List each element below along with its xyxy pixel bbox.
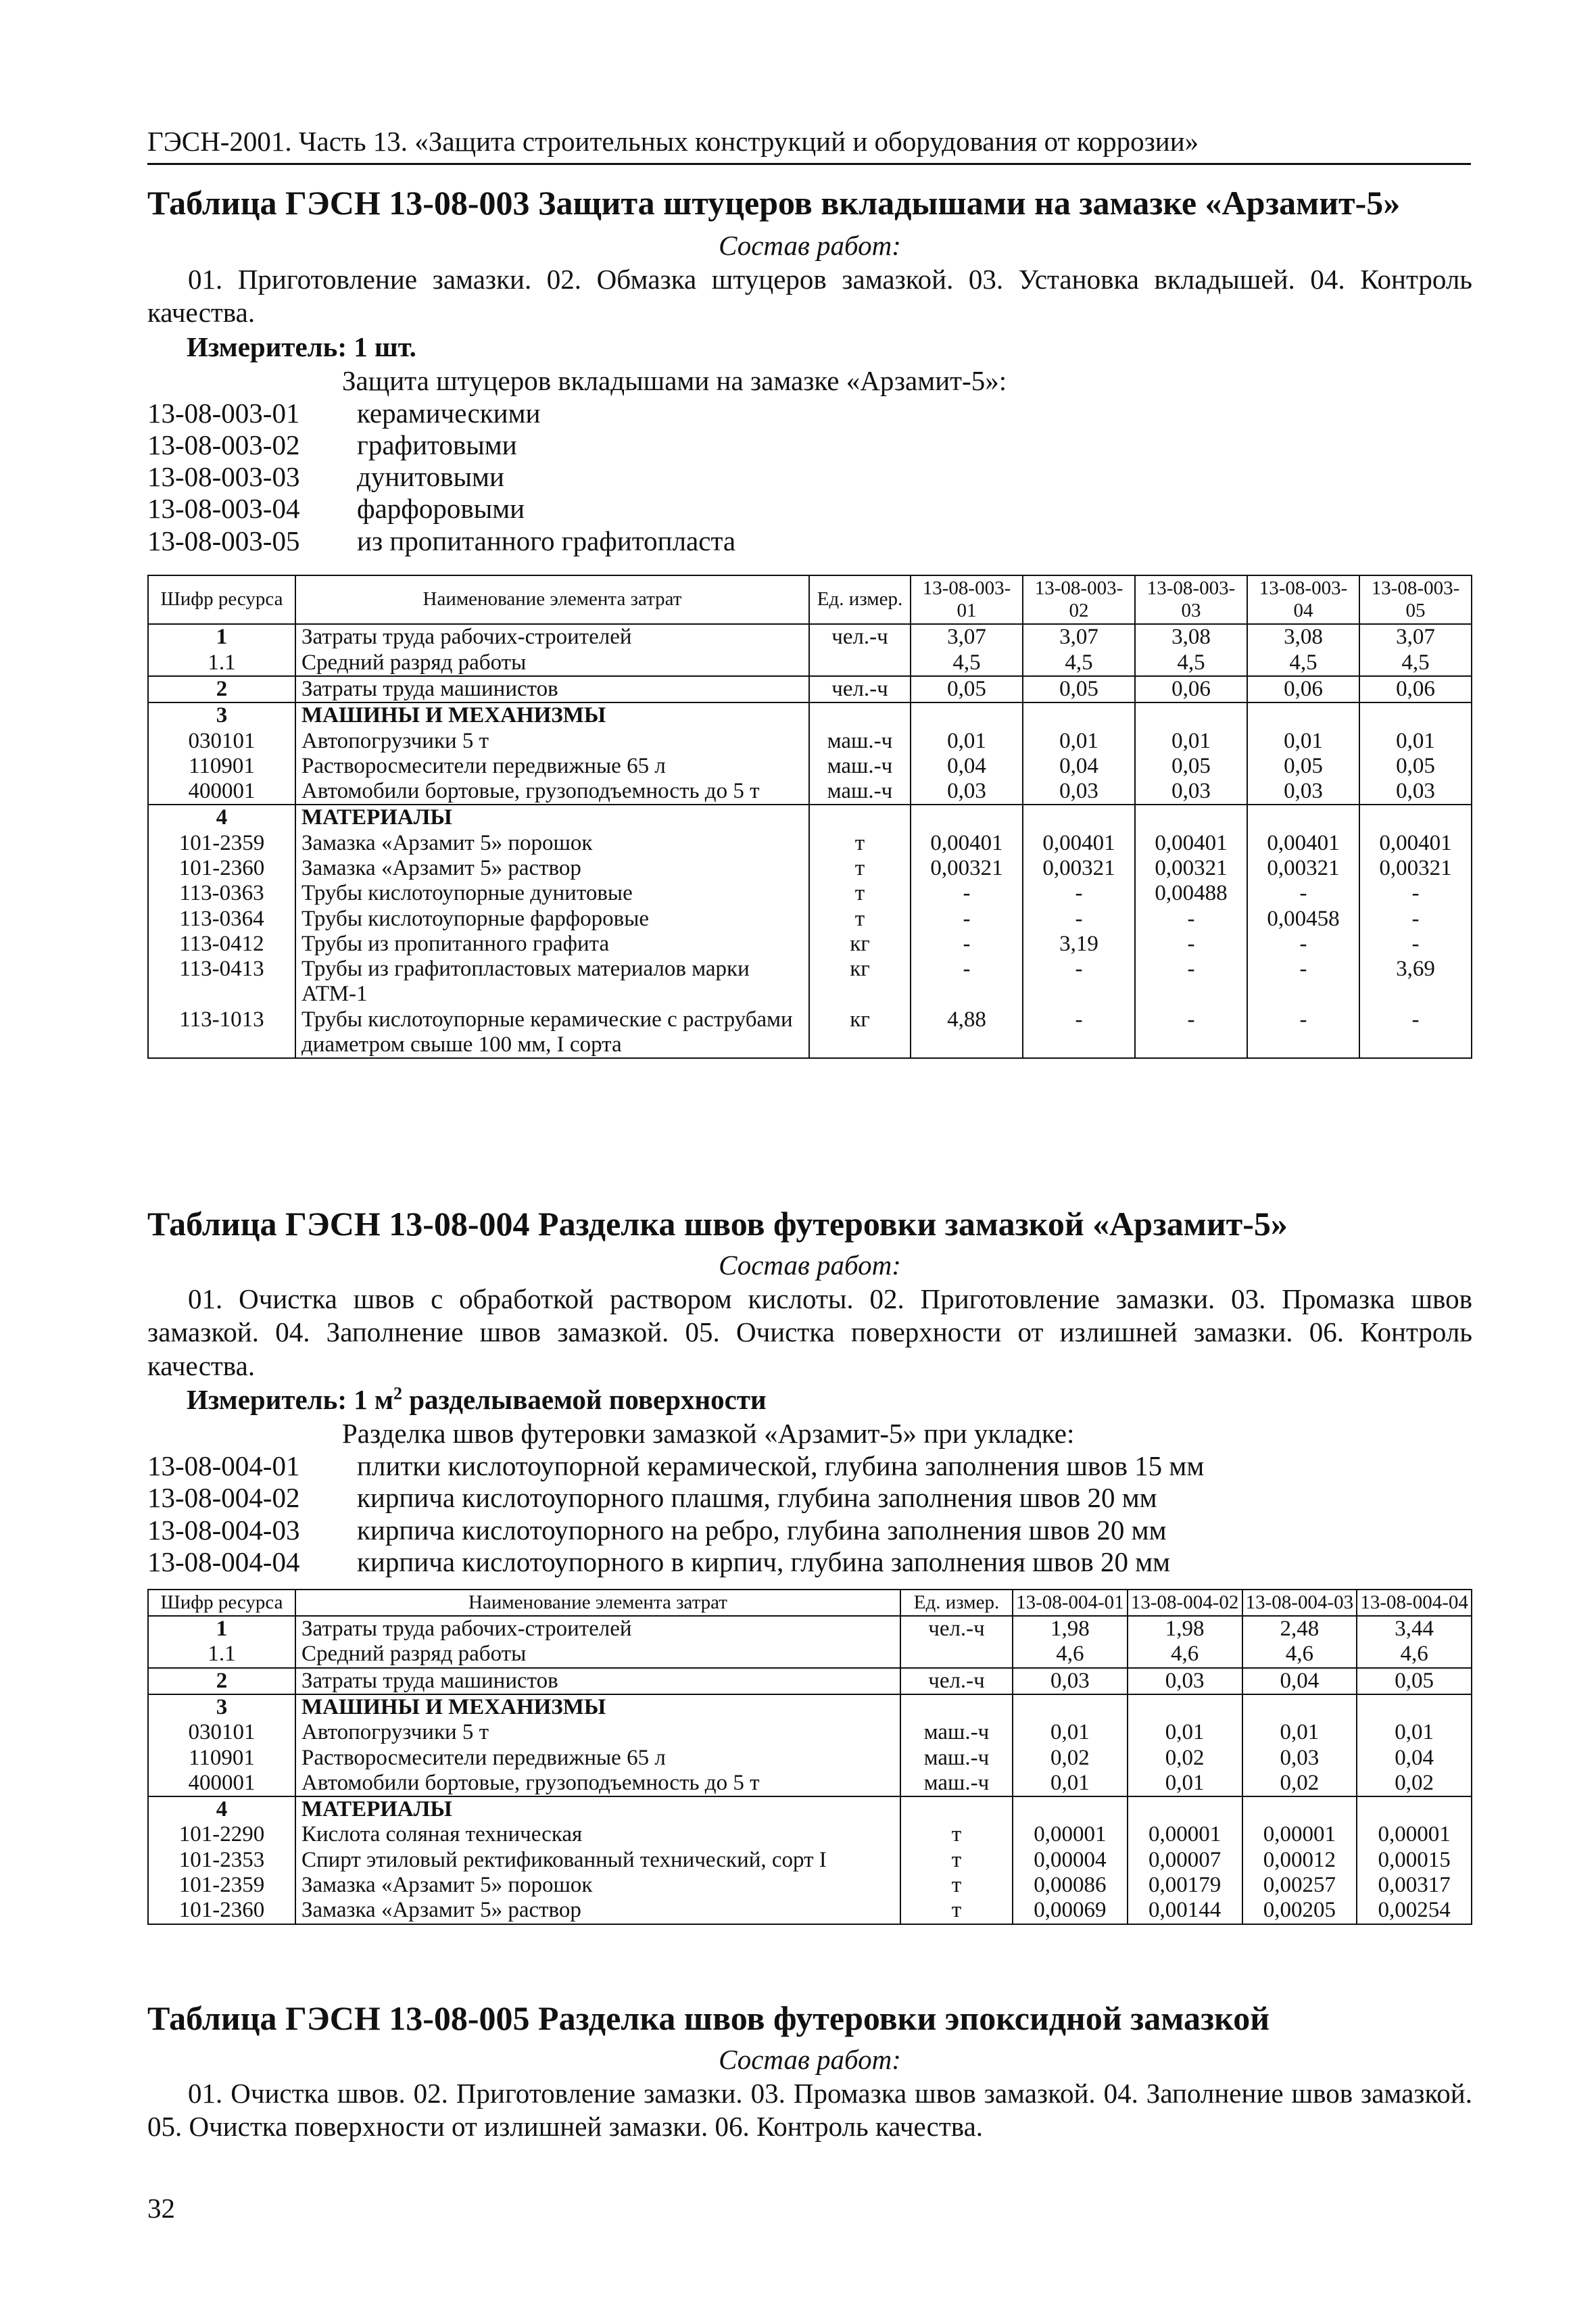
- cell-value: 4,5: [1247, 650, 1359, 676]
- cell-code: 113-0412: [148, 932, 295, 957]
- cell-unit: т: [900, 1848, 1013, 1873]
- cell-value: 0,00488: [1135, 881, 1247, 906]
- cell-value: 0,00015: [1357, 1848, 1472, 1873]
- cell-name: Растворосмесители передвижные 65 л: [295, 1746, 900, 1771]
- variant-item: [147, 398, 735, 429]
- cell-value: 0,04: [1023, 754, 1135, 779]
- work-composition-text: 01. Приготовление замазки. 02. Обмазка штуцеров замазкой. 03. Установка вкладышей. 04. Контроль качества.: [147, 264, 1472, 329]
- table-row: [148, 1822, 1472, 1847]
- cell-unit: [900, 1694, 1013, 1720]
- col-header-name: Наименование элемента затрат: [295, 575, 809, 625]
- table-row: [148, 779, 1472, 805]
- cell-code: 2: [148, 676, 295, 702]
- variant-item: [147, 1450, 1204, 1482]
- cell-unit: кг: [809, 957, 911, 1007]
- table-title: Таблица ГЭСН 13-08-004 Разделка швов футеровки замазкой «Арзамит-5»: [147, 1205, 1288, 1243]
- cell-code: 101-2360: [148, 856, 295, 881]
- table-row: [148, 1746, 1472, 1771]
- cell-value: [911, 805, 1023, 830]
- cell-unit: маш.-ч: [900, 1720, 1013, 1745]
- cell-unit: маш.-ч: [809, 779, 911, 805]
- cell-value: -: [1359, 1007, 1472, 1059]
- cell-value: 3,44: [1357, 1616, 1472, 1642]
- cell-name: Автомобили бортовые, грузоподъемность до 5 т: [295, 779, 809, 805]
- section-13-08-003: [147, 183, 1472, 1059]
- variant-code: 13-08-003-04: [147, 493, 300, 525]
- cell-value: 0,02: [1013, 1746, 1128, 1771]
- cell-value: -: [1135, 907, 1247, 932]
- variants-caption: Защита штуцеров вкладышами на замазке «Арзамит-5»:: [342, 364, 1007, 396]
- cell-value: 0,05: [1247, 754, 1359, 779]
- table-row: [148, 1873, 1472, 1898]
- variant-item: [147, 461, 735, 493]
- cell-value: 0,01: [1359, 729, 1472, 754]
- cell-value: 0,01: [1013, 1720, 1128, 1745]
- col-header-variant: 13-08-003-03: [1135, 575, 1247, 625]
- cell-unit: [809, 650, 911, 676]
- col-header-name: Наименование элемента затрат: [295, 1590, 900, 1616]
- cell-value: [1247, 702, 1359, 728]
- cell-name: Средний разряд работы: [295, 650, 809, 676]
- col-header-code: Шифр ресурса: [148, 1590, 295, 1616]
- cell-value: 0,04: [1242, 1668, 1357, 1694]
- cell-value: -: [911, 932, 1023, 957]
- variant-text: из пропитанного графитопласта: [357, 525, 736, 556]
- cell-value: 0,00401: [1023, 831, 1135, 856]
- table-row: [148, 1668, 1472, 1694]
- cell-value: [1135, 702, 1247, 728]
- table-row: [148, 1642, 1472, 1667]
- cell-name: Автомобили бортовые, грузоподъемность до 5 т: [295, 1771, 900, 1796]
- norms-table: [147, 1589, 1472, 1925]
- cell-value: 4,6: [1357, 1642, 1472, 1667]
- cell-value: 0,01: [1357, 1720, 1472, 1745]
- cell-name: Замазка «Арзамит 5» раствор: [295, 1898, 900, 1924]
- cell-value: 3,07: [1023, 624, 1135, 650]
- page-number: 32: [147, 2193, 175, 2224]
- col-header-code: Шифр ресурса: [148, 575, 295, 625]
- table-row: [148, 1796, 1472, 1822]
- variant-item: [147, 1546, 1204, 1578]
- cell-value: 3,08: [1247, 624, 1359, 650]
- variant-text: керамическими: [357, 398, 541, 429]
- cell-value: -: [1135, 932, 1247, 957]
- cell-value: 0,00001: [1242, 1822, 1357, 1847]
- cell-value: 0,01: [1135, 729, 1247, 754]
- cell-value: 0,01: [1023, 729, 1135, 754]
- cell-value: 0,00254: [1357, 1898, 1472, 1924]
- cell-unit: т: [809, 831, 911, 856]
- measure-unit: Измеритель: 1 шт.: [187, 331, 416, 362]
- cell-name: Трубы кислотоупорные керамические с раструбами диаметром свыше 100 мм, I сорта: [295, 1007, 809, 1059]
- cell-name: Автопогрузчики 5 т: [295, 1720, 900, 1745]
- cell-value: 4,88: [911, 1007, 1023, 1059]
- cell-value: 0,03: [1359, 779, 1472, 805]
- cell-value: 0,00257: [1242, 1873, 1357, 1898]
- variant-text: плитки кислотоупорной керамической, глубина заполнения швов 15 мм: [357, 1450, 1205, 1482]
- cell-value: -: [1359, 932, 1472, 957]
- cell-value: 4,6: [1128, 1642, 1242, 1667]
- cell-value: 4,5: [1135, 650, 1247, 676]
- cell-unit: т: [809, 881, 911, 906]
- cell-code: 1.1: [148, 1642, 295, 1667]
- measure-text: Измеритель: 1 м: [187, 1383, 393, 1415]
- cell-value: -: [1359, 907, 1472, 932]
- cell-name: Замазка «Арзамит 5» раствор: [295, 856, 809, 881]
- cell-unit: маш.-ч: [900, 1746, 1013, 1771]
- cell-name: Трубы из графитопластовых материалов марки АТМ-1: [295, 957, 809, 1007]
- cell-value: [1242, 1796, 1357, 1822]
- cell-code: 101-2290: [148, 1822, 295, 1847]
- cell-name: Трубы кислотоупорные фарфоровые: [295, 907, 809, 932]
- cell-unit: т: [809, 856, 911, 881]
- variants-list: [147, 1450, 1204, 1578]
- variant-item: [147, 1482, 1204, 1514]
- cell-name: Затраты труда рабочих-строителей: [295, 1616, 900, 1642]
- variant-item: [147, 1514, 1204, 1546]
- cell-value: -: [1247, 957, 1359, 1007]
- cell-name: Автопогрузчики 5 т: [295, 729, 809, 754]
- cell-value: 4,5: [1023, 650, 1135, 676]
- cell-value: 0,00321: [1359, 856, 1472, 881]
- cell-code: 1: [148, 624, 295, 650]
- cell-name: Замазка «Арзамит 5» порошок: [295, 1873, 900, 1898]
- table-row: [148, 856, 1472, 881]
- cell-value: [1357, 1694, 1472, 1720]
- cell-value: 0,00001: [1013, 1822, 1128, 1847]
- table-row: [148, 650, 1472, 676]
- cell-value: -: [1247, 881, 1359, 906]
- cell-value: 0,01: [1128, 1720, 1242, 1745]
- table-row: [148, 957, 1472, 1007]
- table-row: [148, 907, 1472, 932]
- cell-value: 0,06: [1135, 676, 1247, 702]
- table-row: [148, 1848, 1472, 1873]
- cell-value: -: [1359, 881, 1472, 906]
- cell-value: 0,03: [1135, 779, 1247, 805]
- cell-value: [1242, 1694, 1357, 1720]
- cell-value: 1,98: [1013, 1616, 1128, 1642]
- cell-value: 0,00458: [1247, 907, 1359, 932]
- cell-value: -: [1247, 932, 1359, 957]
- cell-value: 0,00205: [1242, 1898, 1357, 1924]
- variant-code: 13-08-003-05: [147, 525, 300, 556]
- cell-value: 0,01: [1242, 1720, 1357, 1745]
- cell-value: 0,05: [1357, 1668, 1472, 1694]
- col-header-variant: 13-08-004-02: [1128, 1590, 1242, 1616]
- variant-code: 13-08-003-02: [147, 429, 300, 461]
- variant-code: 13-08-004-01: [147, 1450, 300, 1482]
- table-row: [148, 1694, 1472, 1720]
- cell-value: 0,00007: [1128, 1848, 1242, 1873]
- cell-code: 110901: [148, 1746, 295, 1771]
- col-header-variant: 13-08-003-01: [911, 575, 1023, 625]
- cell-name: Затраты труда машинистов: [295, 1668, 900, 1694]
- cell-value: 0,00321: [1023, 856, 1135, 881]
- cell-value: 0,01: [911, 729, 1023, 754]
- cell-value: 0,00086: [1013, 1873, 1128, 1898]
- cell-value: [1357, 1796, 1472, 1822]
- variant-item: [147, 525, 735, 557]
- cell-unit: т: [900, 1873, 1013, 1898]
- cell-value: 0,04: [1357, 1746, 1472, 1771]
- cell-name: Трубы из пропитанного графита: [295, 932, 809, 957]
- cell-value: -: [911, 907, 1023, 932]
- cell-value: 0,03: [1023, 779, 1135, 805]
- cell-value: [1023, 805, 1135, 830]
- cell-value: 0,00001: [1128, 1822, 1242, 1847]
- table-row: [148, 881, 1472, 906]
- work-composition-text: 01. Очистка швов. 02. Приготовление замазки. 03. Промазка швов замазкой. 04. Заполнение швов замазкой. 05. Очистка поверхности от излишней замазки. 06. Контроль качества.: [147, 2078, 1472, 2143]
- table-row: [148, 1007, 1472, 1059]
- cell-code: 113-0363: [148, 881, 295, 906]
- cell-value: 0,03: [1128, 1668, 1242, 1694]
- table-row: [148, 702, 1472, 728]
- table-title: Таблица ГЭСН 13-08-005 Разделка швов футеровки эпоксидной замазкой: [147, 1999, 1270, 2037]
- variant-code: 13-08-004-03: [147, 1514, 300, 1546]
- cell-value: -: [1023, 1007, 1135, 1059]
- cell-value: 0,01: [1013, 1771, 1128, 1796]
- cell-unit: маш.-ч: [809, 729, 911, 754]
- variants-caption: Разделка швов футеровки замазкой «Арзамит-5» при укладке:: [342, 1418, 1075, 1450]
- cell-value: 0,00321: [1135, 856, 1247, 881]
- cell-value: [1359, 805, 1472, 830]
- variant-text: графитовыми: [357, 429, 517, 461]
- cell-value: 0,00179: [1128, 1873, 1242, 1898]
- col-header-variant: 13-08-003-05: [1359, 575, 1472, 625]
- cell-value: -: [1023, 957, 1135, 1007]
- cell-code: 4: [148, 1796, 295, 1822]
- table-row: [148, 1898, 1472, 1924]
- cell-unit: кг: [809, 932, 911, 957]
- cell-value: 0,00004: [1013, 1848, 1128, 1873]
- cell-value: 0,00012: [1242, 1848, 1357, 1873]
- cell-value: 4,5: [1359, 650, 1472, 676]
- cell-unit: чел.-ч: [809, 624, 911, 650]
- cell-code: 3: [148, 1694, 295, 1720]
- cell-value: 0,00401: [1359, 831, 1472, 856]
- cell-name: МАШИНЫ И МЕХАНИЗМЫ: [295, 1694, 900, 1720]
- cell-code: 1.1: [148, 650, 295, 676]
- cell-value: 0,01: [1128, 1771, 1242, 1796]
- cell-unit: [809, 805, 911, 830]
- cell-unit: т: [900, 1898, 1013, 1924]
- measure-unit: [147, 1383, 1472, 1417]
- cell-unit: [900, 1796, 1013, 1822]
- variant-code: 13-08-004-04: [147, 1546, 300, 1577]
- variant-text: фарфоровыми: [357, 493, 525, 525]
- table-row: [148, 1616, 1472, 1642]
- variant-text: кирпича кислотоупорного плашмя, глубина заполнения швов 20 мм: [357, 1482, 1157, 1514]
- cell-value: 0,03: [1013, 1668, 1128, 1694]
- work-composition-label: Состав работ:: [719, 1249, 901, 1281]
- cell-code: 400001: [148, 1771, 295, 1796]
- cell-unit: чел.-ч: [900, 1616, 1013, 1642]
- cell-code: 101-2359: [148, 831, 295, 856]
- cell-value: 3,19: [1023, 932, 1135, 957]
- cell-value: 0,01: [1247, 729, 1359, 754]
- work-composition-label: Состав работ:: [719, 2044, 901, 2075]
- cell-code: 101-2360: [148, 1898, 295, 1924]
- section-13-08-005: [147, 1998, 1472, 2144]
- cell-value: 0,03: [1242, 1746, 1357, 1771]
- cell-value: 0,00321: [1247, 856, 1359, 881]
- cell-value: [1013, 1694, 1128, 1720]
- cell-value: 0,02: [1357, 1771, 1472, 1796]
- cell-value: 0,05: [1359, 754, 1472, 779]
- table-row: [148, 729, 1472, 754]
- variant-code: 13-08-004-02: [147, 1482, 300, 1514]
- cell-value: 2,48: [1242, 1616, 1357, 1642]
- cell-value: [1128, 1796, 1242, 1822]
- cell-code: 1: [148, 1616, 295, 1642]
- table-row: [148, 932, 1472, 957]
- table-row: [148, 676, 1472, 702]
- cell-value: 0,00401: [1247, 831, 1359, 856]
- col-header-variant: 13-08-003-04: [1247, 575, 1359, 625]
- table-row: [148, 1771, 1472, 1796]
- work-composition-label: Состав работ:: [719, 230, 901, 261]
- cell-value: 0,06: [1247, 676, 1359, 702]
- cell-code: 030101: [148, 1720, 295, 1745]
- cell-unit: т: [900, 1822, 1013, 1847]
- cell-value: [911, 702, 1023, 728]
- cell-value: 0,00401: [1135, 831, 1247, 856]
- col-header-unit: Ед. измер.: [809, 575, 911, 625]
- cell-name: МАТЕРИАЛЫ: [295, 805, 809, 830]
- cell-value: 0,03: [1247, 779, 1359, 805]
- cell-code: 030101: [148, 729, 295, 754]
- cell-value: -: [911, 881, 1023, 906]
- cell-value: 0,00001: [1357, 1822, 1472, 1847]
- cell-value: 4,6: [1242, 1642, 1357, 1667]
- cell-name: Спирт этиловый ректификованный технический, сорт I: [295, 1848, 900, 1873]
- cell-unit: т: [809, 907, 911, 932]
- table-title: Таблица ГЭСН 13-08-003 Защита штуцеров вкладышами на замазке «Арзамит-5»: [147, 184, 1401, 222]
- cell-value: [1359, 702, 1472, 728]
- running-header: ГЭСН-2001. Часть 13. «Защита строительных конструкций и оборудования от коррозии»: [147, 126, 1471, 165]
- cell-value: 0,02: [1242, 1771, 1357, 1796]
- table-row: [148, 624, 1472, 650]
- cell-name: Замазка «Арзамит 5» порошок: [295, 831, 809, 856]
- cell-value: 0,03: [911, 779, 1023, 805]
- cell-name: Кислота соляная техническая: [295, 1822, 900, 1847]
- cell-code: 400001: [148, 779, 295, 805]
- cell-value: 0,02: [1128, 1746, 1242, 1771]
- cell-value: [1013, 1796, 1128, 1822]
- cell-value: 3,07: [1359, 624, 1472, 650]
- col-header-variant: 13-08-004-01: [1013, 1590, 1128, 1616]
- cell-value: 0,06: [1359, 676, 1472, 702]
- cell-unit: чел.-ч: [809, 676, 911, 702]
- cell-value: -: [911, 957, 1023, 1007]
- cell-value: 4,5: [911, 650, 1023, 676]
- cell-unit: [900, 1642, 1013, 1667]
- variant-item: [147, 429, 735, 461]
- table-row: [148, 831, 1472, 856]
- cell-value: -: [1023, 881, 1135, 906]
- cell-unit: [809, 702, 911, 728]
- cell-value: 0,00144: [1128, 1898, 1242, 1924]
- measure-superscript: 2: [393, 1383, 402, 1404]
- cell-unit: чел.-ч: [900, 1668, 1013, 1694]
- variant-text: дунитовыми: [357, 461, 504, 493]
- cell-value: [1135, 805, 1247, 830]
- cell-value: -: [1135, 957, 1247, 1007]
- col-header-unit: Ед. измер.: [900, 1590, 1013, 1616]
- cell-value: 0,04: [911, 754, 1023, 779]
- cell-value: 0,00401: [911, 831, 1023, 856]
- variant-item: [147, 493, 735, 525]
- cell-code: 101-2359: [148, 1873, 295, 1898]
- section-13-08-004: [147, 1203, 1472, 1925]
- cell-value: 3,08: [1135, 624, 1247, 650]
- cell-value: 4,6: [1013, 1642, 1128, 1667]
- cell-value: 3,69: [1359, 957, 1472, 1007]
- variant-text: кирпича кислотоупорного в кирпич, глубина заполнения швов 20 мм: [357, 1546, 1171, 1577]
- col-header-variant: 13-08-004-03: [1242, 1590, 1357, 1616]
- variant-code: 13-08-003-03: [147, 461, 300, 493]
- cell-value: 0,00317: [1357, 1873, 1472, 1898]
- cell-value: [1247, 805, 1359, 830]
- cell-value: 0,05: [911, 676, 1023, 702]
- cell-value: -: [1247, 1007, 1359, 1059]
- cell-name: Средний разряд работы: [295, 1642, 900, 1667]
- cell-code: 113-0364: [148, 907, 295, 932]
- cell-value: [1128, 1694, 1242, 1720]
- cell-code: 3: [148, 702, 295, 728]
- work-composition-text: 01. Очистка швов с обработкой раствором кислоты. 02. Приготовление замазки. 03. Промазка швов замазкой. 04. Заполнение швов замазкой. 05. Очистка поверхности от излишней замазки. 06. Контроль качества.: [147, 1283, 1472, 1381]
- cell-value: 3,07: [911, 624, 1023, 650]
- cell-name: Растворосмесители передвижные 65 л: [295, 754, 809, 779]
- table-row: [148, 1720, 1472, 1745]
- cell-code: 101-2353: [148, 1848, 295, 1873]
- cell-code: 113-0413: [148, 957, 295, 1007]
- cell-value: -: [1023, 907, 1135, 932]
- cell-value: 0,00069: [1013, 1898, 1128, 1924]
- cell-unit: кг: [809, 1007, 911, 1059]
- cell-value: 0,00321: [911, 856, 1023, 881]
- col-header-variant: 13-08-004-04: [1357, 1590, 1472, 1616]
- cell-value: -: [1135, 1007, 1247, 1059]
- cell-value: [1023, 702, 1135, 728]
- cell-code: 110901: [148, 754, 295, 779]
- norms-table: [147, 575, 1472, 1059]
- measure-text: разделываемой поверхности: [402, 1383, 767, 1415]
- cell-code: 113-1013: [148, 1007, 295, 1059]
- cell-code: 4: [148, 805, 295, 830]
- cell-unit: маш.-ч: [900, 1771, 1013, 1796]
- cell-name: МАШИНЫ И МЕХАНИЗМЫ: [295, 702, 809, 728]
- table-row: [148, 754, 1472, 779]
- cell-code: 2: [148, 1668, 295, 1694]
- cell-name: Затраты труда машинистов: [295, 676, 809, 702]
- cell-unit: маш.-ч: [809, 754, 911, 779]
- cell-value: 1,98: [1128, 1616, 1242, 1642]
- variant-code: 13-08-003-01: [147, 398, 300, 429]
- col-header-variant: 13-08-003-02: [1023, 575, 1135, 625]
- cell-value: 0,05: [1135, 754, 1247, 779]
- variant-text: кирпича кислотоупорного на ребро, глубина заполнения швов 20 мм: [357, 1514, 1167, 1546]
- table-row: [148, 805, 1472, 830]
- cell-value: 0,05: [1023, 676, 1135, 702]
- variants-list: [147, 398, 735, 557]
- cell-name: Затраты труда рабочих-строителей: [295, 624, 809, 650]
- cell-name: МАТЕРИАЛЫ: [295, 1796, 900, 1822]
- cell-name: Трубы кислотоупорные дунитовые: [295, 881, 809, 906]
